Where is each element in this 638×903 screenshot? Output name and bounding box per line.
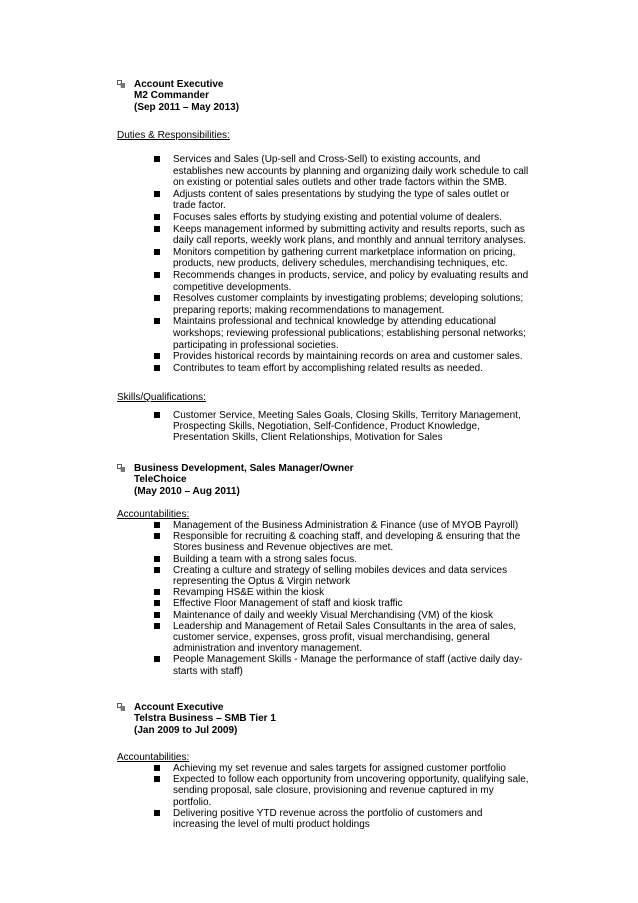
job-header xyxy=(117,463,557,497)
list-item: Adjusts content of sales presentations by studying the type of sales outlet or trade factor. xyxy=(154,189,529,212)
list-item: Focuses sales efforts by studying existing and potential volume of dealers. xyxy=(154,212,529,224)
list-item: Recommends changes in products, service, and policy by evaluating results and competitive developments. xyxy=(154,270,529,293)
square-bullet-icon xyxy=(154,522,160,528)
duties-list xyxy=(154,154,529,374)
company-name: M2 Commander xyxy=(134,90,210,102)
section-label-skills: Skills/Qualifications: xyxy=(117,392,206,403)
square-bullet-icon xyxy=(154,412,160,418)
list-item: Creating a culture and strategy of selling mobiles devices and data services representing the Optus & Virgin network xyxy=(154,565,529,587)
square-bullet-icon xyxy=(154,365,160,371)
square-bullet-icon xyxy=(154,318,160,324)
square-bullet-icon xyxy=(154,765,160,771)
square-bullet-icon xyxy=(154,556,160,562)
job-title: Account Executive xyxy=(134,702,224,713)
square-bullet-icon xyxy=(154,623,160,629)
list-item: Responsible for recruiting & coaching staff, and developing & ensuring that the Stores business and Revenue objectives are met. xyxy=(154,531,529,553)
square-bullet-icon xyxy=(154,600,160,606)
job-header xyxy=(117,79,557,113)
section-label-duties: Duties & Responsibilities: xyxy=(117,130,230,141)
list-item: Resolves customer complaints by investigating problems; developing solutions; preparing reports; making recommendations to management. xyxy=(154,293,529,316)
company-name: TeleChoice xyxy=(134,474,187,486)
list-item: Revamping HS&E within the kiosk xyxy=(154,587,529,598)
square-bullet-icon xyxy=(154,533,160,539)
list-item: People Management Skills - Manage the performance of staff (active daily day-starts with staff) xyxy=(154,654,529,676)
square-bullet-icon xyxy=(154,272,160,278)
square-bullet-icon xyxy=(154,612,160,618)
square-bullet-icon xyxy=(154,249,160,255)
square-bullet-icon xyxy=(154,656,160,662)
list-item: Building a team with a strong sales focus. xyxy=(154,554,529,565)
square-bullet-icon xyxy=(154,589,160,595)
square-bullet-icon xyxy=(154,156,160,162)
job-entry-m2-commander xyxy=(117,79,557,113)
skills-list xyxy=(154,410,529,444)
list-item: Maintenance of daily and weekly Visual Merchandising (VM) of the kiosk xyxy=(154,610,529,621)
square-bullet-icon xyxy=(154,295,160,301)
pointing-hand-bullet-icon xyxy=(117,464,126,473)
list-item: Leadership and Management of Retail Sales Consultants in the area of sales, customer service, expenses, gross profit, visual merchandising, general administration and inventory management. xyxy=(154,621,529,655)
job-entry-telstra-business xyxy=(117,702,557,736)
accountabilities-list xyxy=(154,763,529,830)
list-item: Customer Service, Meeting Sales Goals, Closing Skills, Territory Management, Prospecting Skills, Negotiation, Self-Confidence, Product Knowledge, Presentation Skills, Client Relationships, Motivation for Sales xyxy=(154,410,529,444)
job-entry-telechoice xyxy=(117,463,557,497)
job-title: Business Development, Sales Manager/Owner xyxy=(134,463,354,474)
square-bullet-icon xyxy=(154,776,160,782)
company-name: Telstra Business – SMB Tier 1 xyxy=(134,713,276,725)
job-header xyxy=(117,702,557,736)
list-item: Keeps management informed by submitting activity and results reports, such as daily call reports, weekly work plans, and monthly and annual territory analyses. xyxy=(154,224,529,247)
square-bullet-icon xyxy=(154,353,160,359)
pointing-hand-bullet-icon xyxy=(117,80,126,89)
list-item: Delivering positive YTD revenue across the portfolio of customers and increasing the level of multi product holdings xyxy=(154,808,529,830)
square-bullet-icon xyxy=(154,191,160,197)
accountabilities-list xyxy=(154,520,529,677)
list-item: Effective Floor Management of staff and kiosk traffic xyxy=(154,598,529,609)
square-bullet-icon xyxy=(154,226,160,232)
job-dates: (May 2010 – Aug 2011) xyxy=(134,485,240,497)
square-bullet-icon xyxy=(154,810,160,816)
section-label-accountabilities: Accountabilities: xyxy=(117,752,190,763)
list-item: Services and Sales (Up-sell and Cross-Sell) to existing accounts, and establishes new accounts by planning and organizing daily work schedule to call on existing or potential sales outlets and other trade factors within the SMB. xyxy=(154,154,529,189)
list-item: Maintains professional and technical knowledge by attending educational workshops; reviewing professional publications; establishing personal networks; participating in professional societies. xyxy=(154,316,529,351)
job-title: Account Executive xyxy=(134,79,224,90)
list-item: Expected to follow each opportunity from uncovering opportunity, qualifying sale, sending proposal, sale closure, provisioning and revenue captured in my portfolio. xyxy=(154,774,529,808)
pointing-hand-bullet-icon xyxy=(117,703,126,712)
section-label-accountabilities: Accountabilities: xyxy=(117,509,190,520)
square-bullet-icon xyxy=(154,567,160,573)
list-item: Management of the Business Administration & Finance (use of MYOB Payroll) xyxy=(154,520,529,531)
list-item: Provides historical records by maintaining records on area and customer sales. xyxy=(154,351,529,363)
job-dates: (Sep 2011 – May 2013) xyxy=(134,101,240,113)
list-item: Achieving my set revenue and sales targets for assigned customer portfolio xyxy=(154,763,529,774)
square-bullet-icon xyxy=(154,214,160,220)
job-dates: (Jan 2009 to Jul 2009) xyxy=(134,724,238,736)
list-item: Monitors competition by gathering current marketplace information on pricing, products, new products, delivery schedules, merchandising techniques, etc. xyxy=(154,247,529,270)
list-item: Contributes to team effort by accomplishing related results as needed. xyxy=(154,363,529,375)
